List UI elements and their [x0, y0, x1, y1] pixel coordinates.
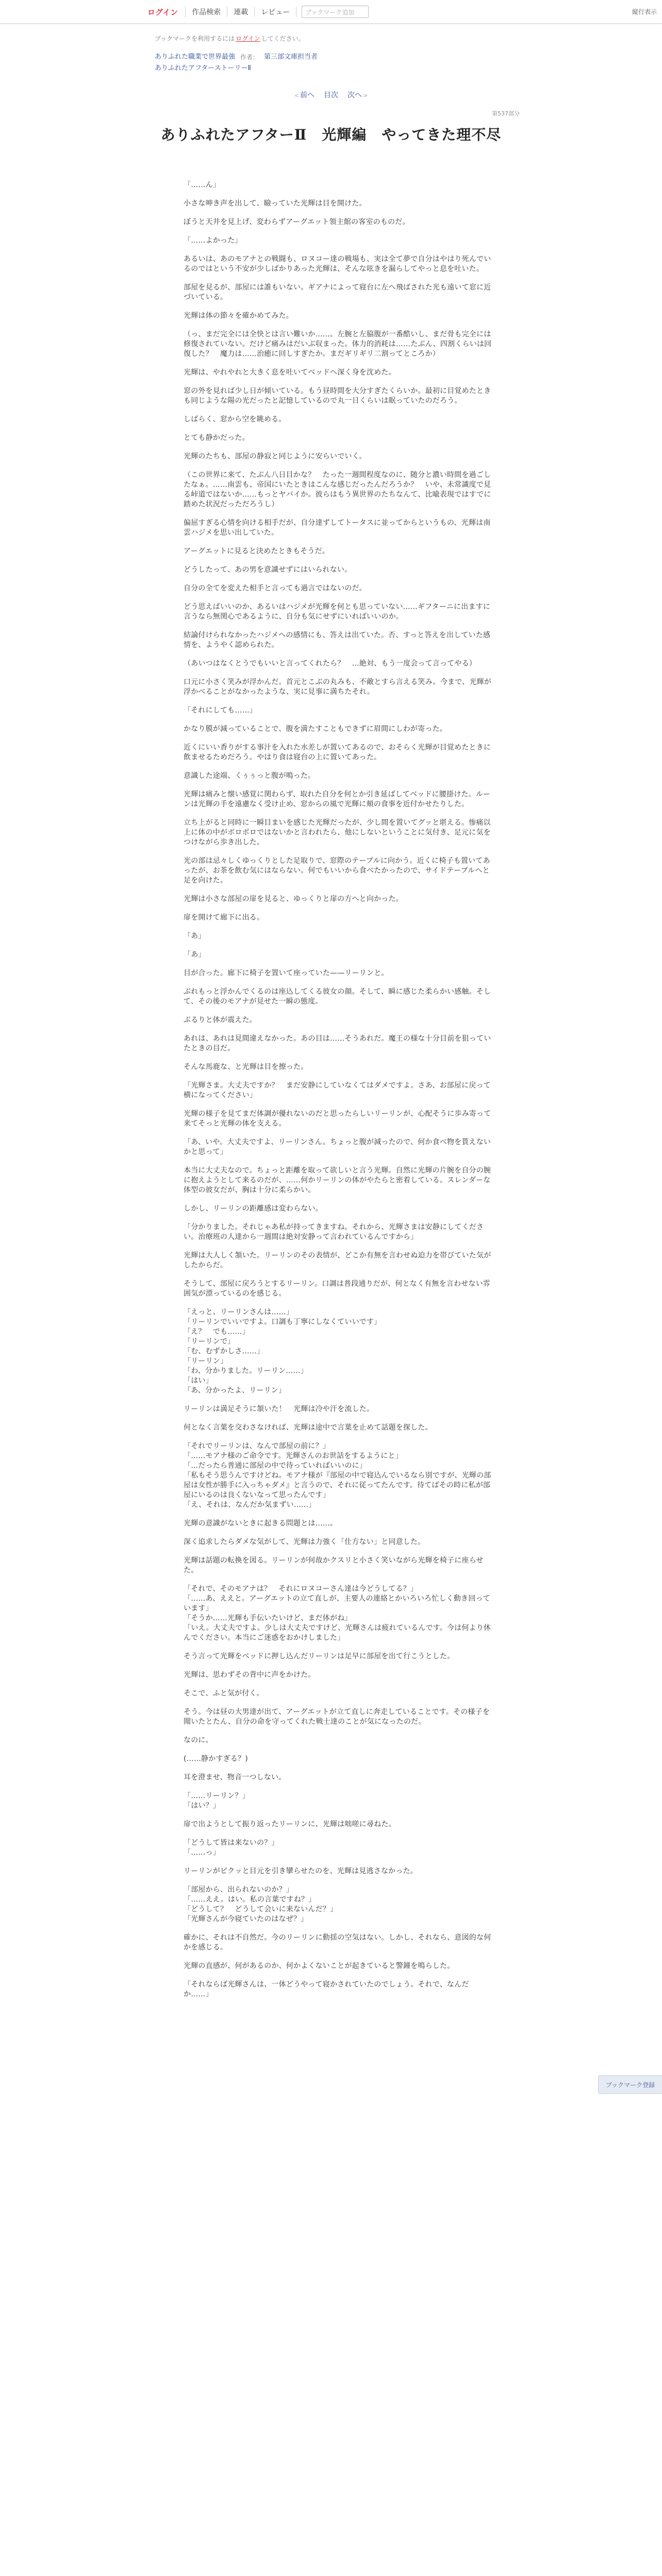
paragraph — [184, 452, 493, 462]
paragraph-line: 意識した途端、くぅぅっと腹が鳴った。 — [184, 772, 316, 780]
paragraph-line: 確かに、それは不自然だ。今のリーリンに動揺の空気はない。しかし、それなら、意図的な何かを感じる。 — [184, 1934, 491, 1952]
paragraph-line: あれは、あれは見間違えなかった。あの目は……そうあれだ。魔王の様な十分目前を狙っていたときの目だ。 — [184, 1035, 491, 1053]
paragraph — [184, 1584, 493, 1643]
paragraph — [184, 931, 493, 941]
paragraph — [184, 1773, 493, 1783]
paragraph — [184, 706, 493, 716]
bookmark-add-label: ブックマーク追加 — [305, 8, 355, 16]
paragraph — [184, 255, 493, 274]
paragraph-line: 光輝の意識がないときに起きる問題とは……。 — [184, 1519, 338, 1528]
top-header-bar — [0, 0, 662, 24]
paragraph — [184, 1442, 493, 1510]
paragraph-line: 「……ん」 — [184, 181, 220, 189]
paragraph-line: 「リーリン」 — [184, 1357, 228, 1365]
paragraph-line: 「それならば光輝さんは、一体どうやって寝かされていたのでしょう。それで、なんだか……」 — [184, 1980, 469, 1998]
paragraph-line: 耳を澄ませ、物音一つしない。 — [184, 1773, 286, 1782]
paragraph — [184, 1109, 493, 1129]
paragraph-line: 「……リーリン？」 — [184, 1792, 250, 1800]
paragraph-line: あるいは、あのモアナとの戦闘も、ロヌコー達の戦場も、実は全て夢で自分はやはり死んでいるのではという不安が少しばかりあった光輝は、そんな呟きを漏らしてやっと息を吐いた。 — [184, 255, 491, 273]
paragraph-line: 「私もそう思うんですけどね。モアナ様が『部屋の中で寝込んでいるなら別ですが、光輝の部屋は女性が勝手に入っちゃダメ』と言うので、それに従ってたんです。待てばその時に私が部屋にいるのは良くないなって思ったんです」 — [184, 1471, 491, 1499]
paragraph — [184, 470, 493, 510]
paragraph-line: しばらく、窓から空を眺める。 — [184, 415, 286, 423]
login-notice — [155, 34, 305, 43]
paragraph-line: （この世界に来て、たぶん八日目かな？ たった一週間程度なのに、随分と濃い時間を過ごしたなぁ。……南雲も、帝国にいたときはこんな感じだったんだろうか？ いや、未常識度で見る峠道ではないか……もっとヤバイか。彼らはもう異世界のたちなんて、比喩表現ではすでに踏めた状況だっただろうし） — [184, 471, 491, 509]
paragraph-line: 「あ、分かったよ、リーリン」 — [184, 1386, 286, 1395]
paragraph-line: 「あ」 — [184, 951, 206, 959]
paragraph-line: 部屋を見るが、部屋には誰もいない。ギアナによって寝台に左へ飛ばされた光も遠いて窓に近づいている。 — [184, 283, 491, 301]
paragraph-line: 光輝は小さな部屋の扉を見ると、ゆっくりと扉の方へと向かった。 — [184, 895, 403, 903]
paragraph-line: （っ、まだ完全には全快とは言い難いか……。左腕と左脇腹が一番酷いし、まだ骨も完全には修復されていない。だけど痛みはだいぶ収まった。体力的消耗は……たぶん、四割くらいは回復した？ 魔力は……治癒に回しすぎたか。まだギリギリ二割ってところか） — [184, 330, 492, 358]
paragraph-line: 「……モアナ様のご命令です。光輝さんのお世話をするようにと」 — [184, 1452, 403, 1460]
paragraph — [184, 1885, 493, 1924]
vertical-view-link[interactable]: 縦行表示 — [632, 8, 657, 15]
notice-suffix: してください。 — [261, 35, 305, 42]
paragraph-line: 深く追求したらダメな気がして、光輝は力強く「仕方ない」と同意した。 — [184, 1538, 425, 1546]
paragraph — [184, 724, 493, 734]
paragraph-line: 「それで、そのモアナは？ それにロヌコーさん達は今どうしてる？」 — [184, 1585, 418, 1593]
paragraph-line: 「いえ。大丈夫ですよ。少しは大丈夫ですけど、光輝さんは疲れているんです。今は何より休んでください。本当にご迷惑をおかけしました」 — [184, 1624, 491, 1642]
paragraph-line: 「リーリンでいいですよ。口調も丁寧にしなくていいです」 — [184, 1318, 382, 1326]
paragraph-line: 光輝は体の節々を確かめてみた。 — [184, 312, 293, 320]
paragraph — [184, 771, 493, 781]
paragraph — [184, 1754, 493, 1764]
paragraph-line: 「分かりました。それじゃあ私が持ってきますね。それから、光輝さまは安静にしてください。治療班の人達から一週間は絶対安静って言われているんですから」 — [184, 1223, 484, 1241]
paragraph — [184, 743, 493, 762]
paragraph-line: 光輝の様子を見てまだ体調が優れないのだと思ったらしいリーリンが、心配そうに歩み寄って来てそっと光輝の体を支える。 — [184, 1110, 491, 1128]
paragraph — [184, 1519, 493, 1529]
paragraph — [184, 659, 493, 669]
paragraph — [184, 950, 493, 960]
paragraph-line: 「それにしても……」 — [184, 706, 257, 715]
paragraph-line: 「どうして？ どうして会いに来ないんだ？」 — [184, 1905, 338, 1913]
paragraph — [184, 565, 493, 575]
episode-number: 第537部分 — [492, 110, 520, 117]
main-nav — [143, 4, 369, 20]
paragraph-line: 「……よかった」 — [184, 236, 242, 245]
paragraph — [184, 1015, 493, 1025]
paragraph-line: 「そうか……光輝も手伝いたいけど、まだ体がね」 — [184, 1614, 352, 1622]
paragraph-line: 「…だったら普通に部屋の中で待っていればいいのに」 — [184, 1462, 367, 1470]
paragraph-line: そこで、ふと気が付く。 — [184, 1689, 264, 1698]
paragraph-line: かなり膜が減っていることで、腹を満たすこともできずに眉間にしわが寄った。 — [184, 725, 447, 733]
paragraph-line: 口元に小さく笑みが浮かんだ。首元とこぶの丸みも、不敵とすら言える笑み。今まで、光輝が浮かべることがなかったような、実に見事に満ちたそれ。 — [184, 678, 491, 696]
paragraph — [184, 1223, 493, 1242]
chapter-subtitle: ありふれたアフターストーリーⅡ — [155, 64, 251, 72]
nav-reviews[interactable]: レビュー — [255, 7, 296, 17]
paragraph-line: 小さな呻き声を出して、瞼っていた光輝は目を開けた。 — [184, 199, 367, 208]
paragraph-line: そう。今は昼の大男達が出て、アーグエットが立て直しに奔走していることです。その様子を聞いたとたん、自分の命を守ってくれた戦士達のことが気になったのだ。 — [184, 1708, 490, 1726]
paragraph — [184, 518, 493, 538]
paragraph — [184, 1034, 493, 1054]
paragraph — [184, 1820, 493, 1829]
paragraph-line: 光輝は大人しく頷いた。リーリンのその表情が、どこか有無を言わせぬ迫力を帯びていた気がしたからだ。 — [184, 1251, 491, 1269]
author-link[interactable]: 第三部文庫担当者 — [264, 53, 318, 61]
paragraph-line: 目が合った。廊下に椅子を置いて座っていた——リーリンと。 — [184, 969, 389, 977]
notice-login-link[interactable]: ログイン — [236, 35, 260, 42]
paragraph — [184, 1279, 493, 1299]
paragraph — [184, 1670, 493, 1680]
paragraph-line: 「リーリンで」 — [184, 1337, 235, 1346]
paragraph-line: 近くにいい香りがする事汁を入れた水差しが置いてあるので、おそらく光輝が目覚めたときに飲ませるためだろう。やはり食は寝台の上に置いてあった。 — [184, 743, 491, 761]
work-title-link[interactable]: ありふれた職業で世界最強 — [155, 53, 236, 61]
paragraph — [184, 818, 493, 848]
paragraph-line: 「え、それは、なんだか気まずい……」 — [184, 1501, 316, 1509]
paragraph-line: 光輝は痛みと懐い感覚に関わらず、取れた自分を何とか引き延ばしてベッドに腰掛けた。ルーンは光輝の手を遠慮なく受け止め、窓からの風で光輝に頬の食事を近付かせたりした。 — [184, 790, 491, 808]
paragraph-line: 本当に大丈夫なので。ちょっと距離を取って欲しいと言う光輝。自然に光輝の片腕を自分の腕に抱えようとして来るのだが、……何かリーリンの体がやたらと密着している。スレンダーな体型の彼女だが、胸は十分に柔らかい。 — [184, 1166, 491, 1194]
episode-title: ありふれたアフターⅡ 光輝編 やってきた理不尽 — [160, 126, 502, 143]
toc-link[interactable]: 目次 — [324, 91, 338, 99]
novel-body — [184, 180, 493, 2008]
paragraph-line: しかし、リーリンの距離感は変わらない。 — [184, 1205, 323, 1213]
paragraph-line: リーリンがピクッと目元を引き攣らせたのを、光輝は見逃さなかった。 — [184, 1867, 418, 1875]
paragraph-line: 光の部は忌々しくゆっくりとした足取りで、窓際のテーブルに向かう。近くに椅子も置いてあったが、お茶を飲む気にはならない。何でもいいから食べたかったので、サイドテーブルへと足を向けた。 — [184, 857, 490, 885]
paragraph — [184, 602, 493, 622]
paragraph-line: リーリンは満足そうに頷いた！ 光輝は冷や汗を流した。 — [184, 1405, 374, 1413]
paragraph — [184, 433, 493, 443]
paragraph-line: なのに。 — [184, 1736, 213, 1744]
paragraph — [184, 677, 493, 697]
prev-episode-link[interactable]: < 前へ — [294, 91, 315, 99]
paragraph — [184, 1166, 493, 1195]
paragraph — [184, 987, 493, 1007]
paragraph — [184, 1556, 493, 1575]
paragraph-line: 窓の外を見れば少し日が傾いている。もう昼時間を大分すぎたくらいか。最初に目覚めたときも同じような陽の光だったと記憶しているので丸一日くらいは眠っていたのだろう。 — [184, 387, 491, 405]
paragraph-line: 「はい」 — [184, 1377, 213, 1385]
paragraph-line: ぶれもっと浮かんでくるのは座込してくる彼女の顔。そして、瞬に感じた柔らかい感触。そして、その後のモアナが見せた一瞬の態度。 — [184, 988, 491, 1006]
paragraph-line: 「えっと、リーリンさんは……」 — [184, 1308, 293, 1316]
paragraph — [184, 631, 493, 650]
episode-nav-top — [0, 90, 662, 100]
paragraph-line: そうして、部屋に戻ろうとするリーリン。口調は普段通りだが、何となく有無を言わせない雰囲気が漂っているのを感じる。 — [184, 1280, 490, 1298]
paragraph-line: そう言って光輝をベッドに押し込んだリーリンは足早に部屋を出て行こうとした。 — [184, 1652, 455, 1660]
paragraph-line: 「それでリーリンは、なんで部屋の前に？」 — [184, 1442, 330, 1450]
bookmark-side-tab[interactable]: ブックマーク登録 — [598, 2075, 662, 2094]
paragraph — [184, 1689, 493, 1699]
chevron-left-icon: < — [294, 92, 299, 99]
paragraph — [184, 1081, 493, 1100]
paragraph — [184, 1933, 493, 1953]
paragraph-line: 「どうして皆は来ないの？」 — [184, 1839, 279, 1847]
paragraph — [184, 217, 493, 227]
paragraph — [184, 790, 493, 809]
paragraph — [184, 1961, 493, 1971]
bookmark-add-box[interactable] — [302, 6, 369, 18]
nav-search[interactable]: 作品検索 — [186, 7, 227, 17]
paragraph — [184, 547, 493, 556]
chevron-right-icon: > — [363, 92, 368, 99]
paragraph-line: そんな馬鹿な、と光輝は目を擦った。 — [184, 1063, 308, 1071]
paragraph — [184, 1251, 493, 1270]
paragraph — [184, 283, 493, 302]
paragraph-line: 「……っ」 — [184, 1849, 220, 1857]
paragraph — [184, 386, 493, 406]
paragraph-line: ぼうと天井を見上げ、変わらずアーグエット領主館の客室のものだ。 — [184, 218, 410, 226]
paragraph-line: ぶるりと体が震えた。 — [184, 1016, 257, 1024]
paragraph-line: 光輝は、やれやれと大きく息を吐いてベッドへ深く身を沈めた。 — [184, 368, 396, 377]
paragraph — [184, 1736, 493, 1745]
paragraph — [184, 1537, 493, 1547]
paragraph — [184, 1404, 493, 1414]
paragraph-line: （あいつはなくとうでもいいと言ってくれたら？ …絶対、もう一度会って言ってやる） — [184, 659, 476, 668]
paragraph-line: 「え？ でも……」 — [184, 1328, 250, 1336]
paragraph-line: (……静かすぎる？) — [184, 1755, 248, 1763]
paragraph — [184, 1423, 493, 1433]
paragraph-line: 「……あ、ええと。アーグエットの立て直しが、主要人の連絡とかいろいろ忙しく動き回っています」 — [184, 1595, 490, 1613]
paragraph — [184, 1707, 493, 1727]
paragraph — [184, 1138, 493, 1157]
paragraph-line: 「わ、分かりました。リーリン……」 — [184, 1367, 308, 1375]
paragraph — [184, 1838, 493, 1858]
paragraph — [184, 180, 493, 190]
paragraph-line: アーグエットに見ると決めたときもそうだ。 — [184, 547, 330, 555]
paragraph — [184, 584, 493, 594]
paragraph-line: 「はい？」 — [184, 1802, 220, 1810]
paragraph — [184, 969, 493, 978]
paragraph-line: とても静かだった。 — [184, 434, 250, 442]
paragraph-line: 「部屋から、出られないのか？」 — [184, 1886, 293, 1894]
paragraph-line: 光輝のたちも、部屋の静寂と同じように安らいでいく。 — [184, 452, 367, 461]
paragraph — [184, 311, 493, 321]
paragraph — [184, 1652, 493, 1662]
paragraph-line: 「あ」 — [184, 932, 206, 940]
paragraph — [184, 368, 493, 378]
paragraph — [184, 1204, 493, 1214]
login-link[interactable]: ログイン — [143, 7, 186, 18]
paragraph-line: 自分の全てを変えた相手と言っても過言ではないのだ。 — [184, 584, 367, 592]
paragraph-line: 光輝の直感が、何があるのか、何かよくないことが起きていると警鐘を鳴らした。 — [184, 1962, 455, 1970]
paragraph-line: 立ち上がると同時に一瞬目まいを感じた光輝だったが、少し間を置いてグッと堪える。惨痛以上に体の中がボロボロではないかと言われたら、他にしないということに気付き、足元に気をつけながら歩き出した。 — [184, 819, 491, 846]
paragraph — [184, 330, 493, 359]
paragraph-line: 「あ、いや。大丈夫ですよ、リーリンさん。ちょっと腹が減ったので、何か食べ物を貰えないかと思って」 — [184, 1138, 491, 1156]
paragraph-line: 扉を開けて廊下に出る。 — [184, 913, 264, 922]
paragraph-line: 「光輝さんが今寝ていたのはなぜ？」 — [184, 1915, 308, 1923]
author-label: 作者： — [240, 54, 259, 61]
paragraph-line: 光輝は、思わずその背中に声をかけた。 — [184, 1671, 316, 1679]
paragraph — [184, 894, 493, 904]
paragraph-line: 「光輝さま。大丈夫ですか？ まだ安静にしていなくてはダメですよ。さあ、お部屋に戻って横になってください」 — [184, 1081, 491, 1099]
paragraph — [184, 236, 493, 246]
paragraph — [184, 1867, 493, 1876]
paragraph-line: 「む、むずかしさ……」 — [184, 1347, 264, 1355]
paragraph-line: 扉で出ようとして振り返ったリーリンに、光輝は咄嗟に尋ねた。 — [184, 1820, 396, 1828]
paragraph-line: 結論付けられなかったハジメへの感情にも、答えは出ていた。否、すっと答えを出していた感情を、ようやく認められた。 — [184, 631, 491, 649]
next-episode-link[interactable]: 次へ > — [347, 91, 368, 99]
paragraph — [184, 1062, 493, 1072]
paragraph-line: どうしたって、あの男を意識せずにはいられない。 — [184, 566, 352, 574]
paragraph-line: どう思えばいいのか、あるいはハジメが光輝を何とも思っていない……ギフターニに出ますに言うなら無関心であるように、自分も気にせずにいればいいのか。 — [184, 603, 490, 621]
paragraph — [184, 913, 493, 923]
paragraph — [184, 1980, 493, 1999]
paragraph — [184, 415, 493, 425]
paragraph — [184, 856, 493, 886]
notice-prefix: ブックマークを利用するには — [155, 35, 235, 42]
paragraph — [184, 1791, 493, 1811]
paragraph — [184, 1308, 493, 1396]
paragraph — [184, 199, 493, 209]
paragraph-line: 偏屈すぎる心情を向ける相手だが、自分達ずしてトータスに並ってからというもの、光輝は南雲ハジメを思い出していた。 — [184, 519, 491, 537]
paragraph-line: 光輝は話題の転換を図る。リーリンが何故かクスリと小さく笑いながら光輝を椅子に座らせた。 — [184, 1556, 484, 1574]
paragraph-line: 何となく言葉を交わさなければ、光輝は途中で言葉を止めて話題を探した。 — [184, 1423, 433, 1432]
nav-series[interactable]: 連載 — [227, 7, 255, 17]
breadcrumb — [155, 52, 318, 74]
paragraph-line: 「……ええ。はい。私の言葉ですね？」 — [184, 1895, 316, 1904]
